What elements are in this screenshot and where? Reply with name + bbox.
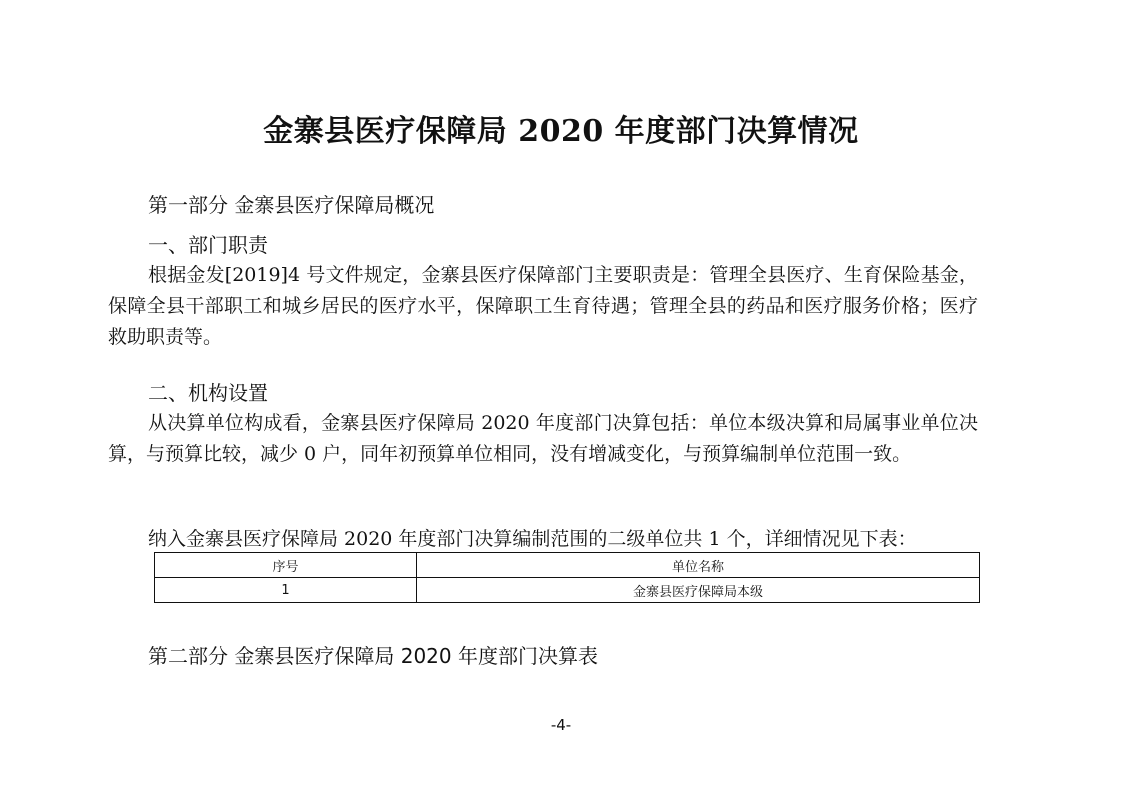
units-table [154,552,980,603]
table-cell: 金寨县医疗保障局本级 [417,578,980,603]
section1-text: 根据金发[2019]4 号文件规定，金寨县医疗保障部门主要职责是：管理全县医疗、生育保险基金，保障全县干部职工和城乡居民的医疗水平，保障职工生育待遇；管理全县的药品和医疗服务价格；医疗救助职责等。 [108,264,978,348]
section2-text: 从决算单位构成看，金寨县医疗保障局 2020 年度部门决算包括：单位本级决算和局属事业单位决算，与预算比较，减少 0 户，同年初预算单位相同，没有增减变化，与预算编制单位范围一致。 [108,412,978,465]
section2-intro: 纳入金寨县医疗保障局 2020 年度部门决算编制范围的二级单位共 1 个，详细情况见下表： [148,528,917,550]
section2-heading: 二、机构设置 [148,381,268,405]
page-number: -4- [550,716,572,734]
table-header-cell: 序号 [155,553,417,578]
table-header-row [155,553,980,578]
part1-heading: 第一部分 金寨县医疗保障局概况 [148,193,435,217]
table-header-cell: 单位名称 [417,553,980,578]
table-cell: 1 [155,578,417,603]
table-row [155,578,980,603]
part2-heading: 第二部分 金寨县医疗保障局 2020 年度部门决算表 [148,644,598,668]
section1-heading: 一、部门职责 [148,233,268,257]
page-title: 金寨县医疗保障局 2020 年度部门决算情况 [263,114,859,149]
